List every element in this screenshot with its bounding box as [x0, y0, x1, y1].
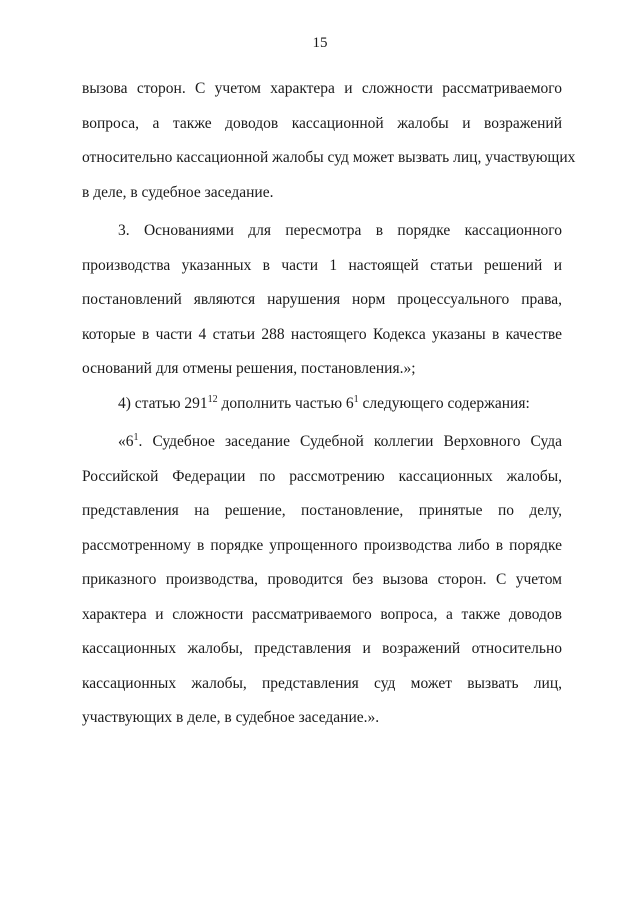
text-line: приказного производства, проводится без вызова сторон. С учетом: [82, 571, 562, 588]
text-fragment: следующего содержания:: [358, 394, 530, 412]
text-line: вопроса, а также доводов кассационной жалобы и возражений: [82, 114, 562, 132]
page-number: 15: [312, 35, 328, 51]
paragraph-item-3: [82, 214, 562, 387]
document-body: [82, 72, 576, 736]
text-line: Российской Федерации по рассмотрению кассационных жалобы,: [82, 467, 562, 485]
superscript: 1: [133, 431, 139, 443]
text-line: вызова сторон. С учетом характера и сложности рассматриваемого: [82, 80, 562, 97]
paragraph-amendment-intro: [82, 387, 562, 422]
text-line: участвующих в деле, в судебное заседание.».: [82, 709, 380, 726]
text-line: производства указанных в части 1 настоящей статьи решений и: [82, 256, 562, 274]
text-line: 3. Основаниями для пересмотра в порядке кассационного: [118, 222, 562, 239]
text-line: кассационных жалобы, представления и возражений относительно: [82, 640, 562, 657]
text-line: [82, 387, 562, 422]
text-line: оснований для отмены решения, постановления.»;: [82, 360, 416, 377]
superscript: 1: [353, 393, 359, 405]
text-line: представления на решение, постановление, принятые по делу,: [82, 502, 562, 519]
text-line: в деле, в судебное заседание.: [82, 183, 274, 201]
text-fragment: «6: [118, 433, 134, 450]
text-fragment: . Судебное заседание Судебной коллегии Верховного Суда: [138, 433, 562, 450]
text-fragment: дополнить частью 6: [217, 394, 354, 412]
text-line: характера и сложности рассматриваемого вопроса, а также доводов: [82, 605, 562, 623]
text-line: рассмотренному в порядке упрощенного производства либо в порядке: [82, 536, 562, 554]
paragraph-continuation: [82, 72, 576, 210]
text-fragment: 4) статью 291: [118, 394, 208, 412]
text-line: относительно кассационной жалобы суд может вызвать лиц, участвующих: [82, 149, 576, 166]
text-line: которые в части 4 статьи 288 настоящего Кодекса указаны в качестве: [82, 325, 562, 343]
text-line: постановлений являются нарушения норм процессуального права,: [82, 291, 562, 308]
text-line: кассационных жалобы, представления суд может вызвать лиц,: [82, 674, 562, 692]
paragraph-quoted-part: [82, 425, 562, 736]
text-line: [82, 425, 562, 460]
superscript: 12: [207, 393, 218, 405]
